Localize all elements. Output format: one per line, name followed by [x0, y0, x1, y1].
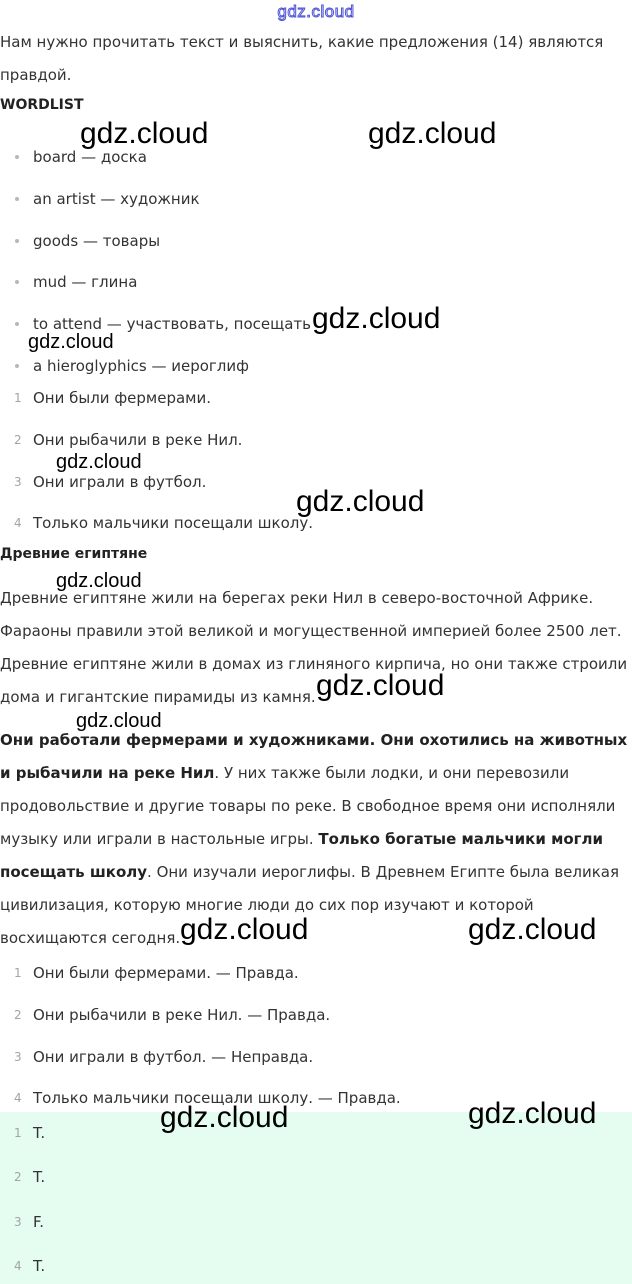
- bullet-icon: [15, 155, 19, 159]
- highlight-text: Они работали фермерами и художниками. Они охотились на животных и рыбачили на реке Нил: [0, 731, 628, 782]
- watermark: gdz.cloud: [56, 570, 142, 592]
- bullet-icon: [15, 280, 19, 284]
- watermark: gdz.cloud: [468, 913, 597, 946]
- intro-text: Нам нужно прочитать текст и выяснить, какие предложения (14) являются правдой.: [0, 33, 604, 84]
- watermark: gdz.cloud: [80, 117, 209, 150]
- bullet-icon: [15, 322, 19, 326]
- watermark: gdz.cloud: [180, 913, 309, 946]
- story-paragraph-1: Древние египтяне жили на берегах реки Нил в северо-восточной Африке. Фараоны правили этой великой и могущественной империей более 2500 лет. Древние египтяне жили в домах из глиняного кирпича, но они также строили дома и гигантские пирамиды из камня.: [0, 589, 628, 706]
- watermark: gdz.cloud: [468, 1097, 597, 1130]
- site-watermark-top: gdz.cloud: [277, 2, 355, 21]
- watermark: gdz.cloud: [56, 451, 142, 473]
- bullet-icon: [15, 239, 19, 243]
- watermark: gdz.cloud: [316, 669, 445, 702]
- watermark: gdz.cloud: [160, 1101, 289, 1134]
- watermark: gdz.cloud: [28, 331, 114, 353]
- story-title: Древние египтяне: [0, 546, 148, 562]
- answer-box: 1 T. 2 T. 3 F. 4 T.: [0, 1112, 632, 1284]
- watermark: gdz.cloud: [368, 117, 497, 150]
- wordlist-heading: WORDLIST: [0, 97, 84, 113]
- watermark: gdz.cloud: [296, 485, 425, 518]
- bullet-icon: [15, 364, 19, 368]
- bullet-icon: [15, 197, 19, 201]
- highlight-text: Только богатые мальчики могли посещать школу: [0, 830, 603, 881]
- story-paragraph-2: Они работали фермерами и художниками. Они охотились на животных и рыбачили на реке Нил. У них также были лодки, и они перевозили продовольствие и другие товары по реке. В свободное время они исполняли музыку или играли в настольные игры. Только богатые мальчики могли посещать школу. Они изучали иероглифы. В Древнем Египте была великая цивилизация, которую многие люди до сих пор изучают и которой восхищаются сегодня.: [0, 731, 628, 947]
- watermark: gdz.cloud: [312, 302, 441, 335]
- watermark: gdz.cloud: [76, 710, 162, 732]
